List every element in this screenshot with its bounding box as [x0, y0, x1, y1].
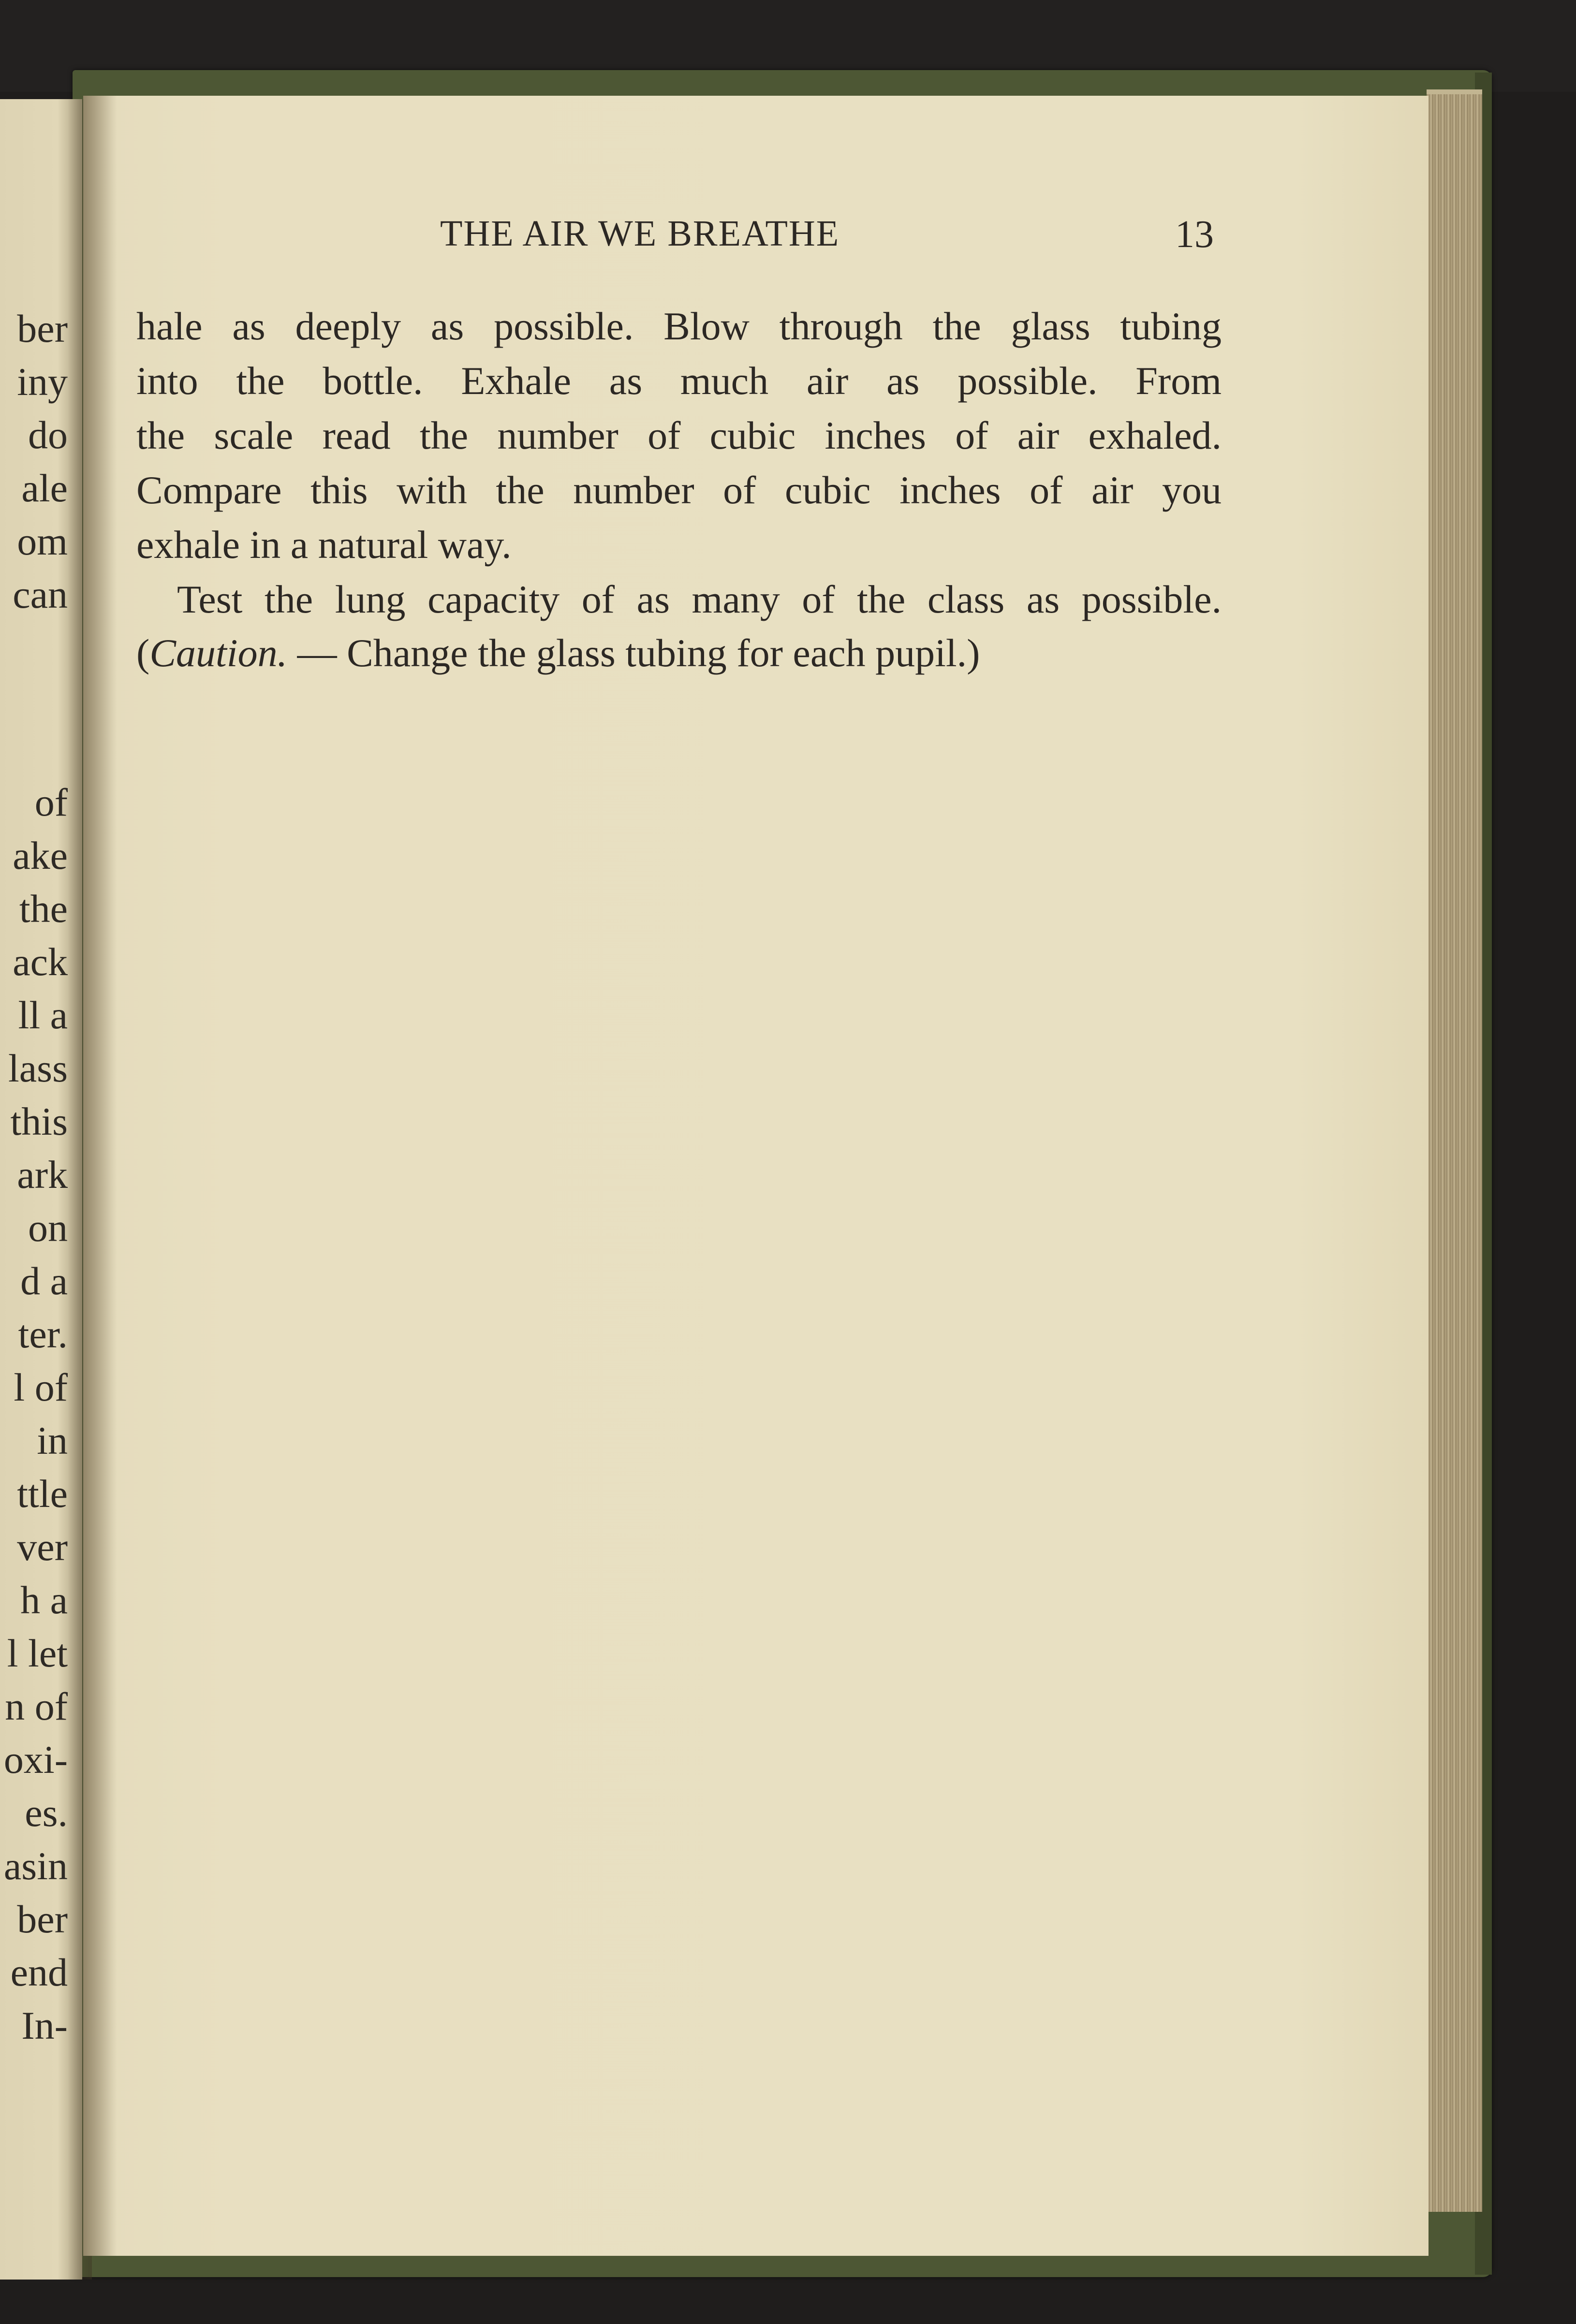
recto-gutter-shadow — [83, 96, 117, 2256]
verso-fragment: do — [28, 413, 68, 457]
verso-fragment: asin — [3, 1844, 68, 1888]
verso-fragment: ll a — [18, 993, 68, 1037]
body-line: into the bottle. Exhale as much air as possible. From — [136, 359, 1222, 403]
verso-fragment: l of — [14, 1365, 68, 1409]
verso-fragment: this — [10, 1099, 68, 1143]
verso-fragment: oxi- — [3, 1738, 68, 1782]
verso-fragment: In- — [21, 2003, 68, 2047]
verso-fragment: ber — [17, 1897, 68, 1941]
caution-label: Caution. — [149, 631, 288, 675]
verso-fragment: ver — [17, 1525, 68, 1569]
page-block-fore-edge — [1427, 94, 1482, 2212]
verso-fragment: om — [17, 519, 68, 563]
body-line: exhale in a natural way. — [136, 523, 512, 567]
verso-fragment: can — [13, 572, 68, 616]
caution-open-paren: ( — [136, 631, 150, 675]
verso-fragment: lass — [8, 1046, 68, 1090]
verso-fragment: the — [19, 887, 68, 931]
body-line: hale as deeply as possible. Blow through the glass tubing — [136, 304, 1222, 348]
body-line: Test the lung capacity of as many of the class as possible. — [177, 577, 1222, 621]
verso-fragment: of — [34, 780, 68, 824]
verso-fragment: es. — [25, 1791, 68, 1835]
verso-fragment: d a — [20, 1259, 68, 1303]
verso-fragment: on — [28, 1206, 68, 1250]
body-line: Compare this with the number of cubic inches of air you — [136, 468, 1222, 512]
verso-fragment: ack — [13, 940, 68, 984]
verso-fragment: ter. — [18, 1312, 68, 1356]
verso-fragment: h a — [20, 1578, 68, 1622]
verso-fragment: end — [10, 1950, 68, 1994]
verso-fragment: in — [37, 1418, 68, 1462]
verso-fragment: ake — [13, 833, 68, 877]
verso-fragment: n of — [5, 1684, 68, 1728]
verso-fragment: ber — [17, 307, 68, 351]
verso-fragment: l let — [7, 1631, 68, 1675]
verso-fragment: iny — [17, 360, 68, 404]
verso-fragment: ark — [17, 1153, 68, 1197]
verso-fragment: ale — [21, 466, 68, 510]
caution-text: — Change the glass tubing for each pupil.) — [287, 631, 980, 675]
body-line: the scale read the number of cubic inches of air exhaled. — [136, 413, 1222, 457]
page-number: 13 — [1175, 213, 1214, 256]
verso-fragment: ttle — [17, 1472, 68, 1516]
running-head: THE AIR WE BREATHE — [440, 213, 840, 254]
caution-line — [136, 627, 1222, 681]
